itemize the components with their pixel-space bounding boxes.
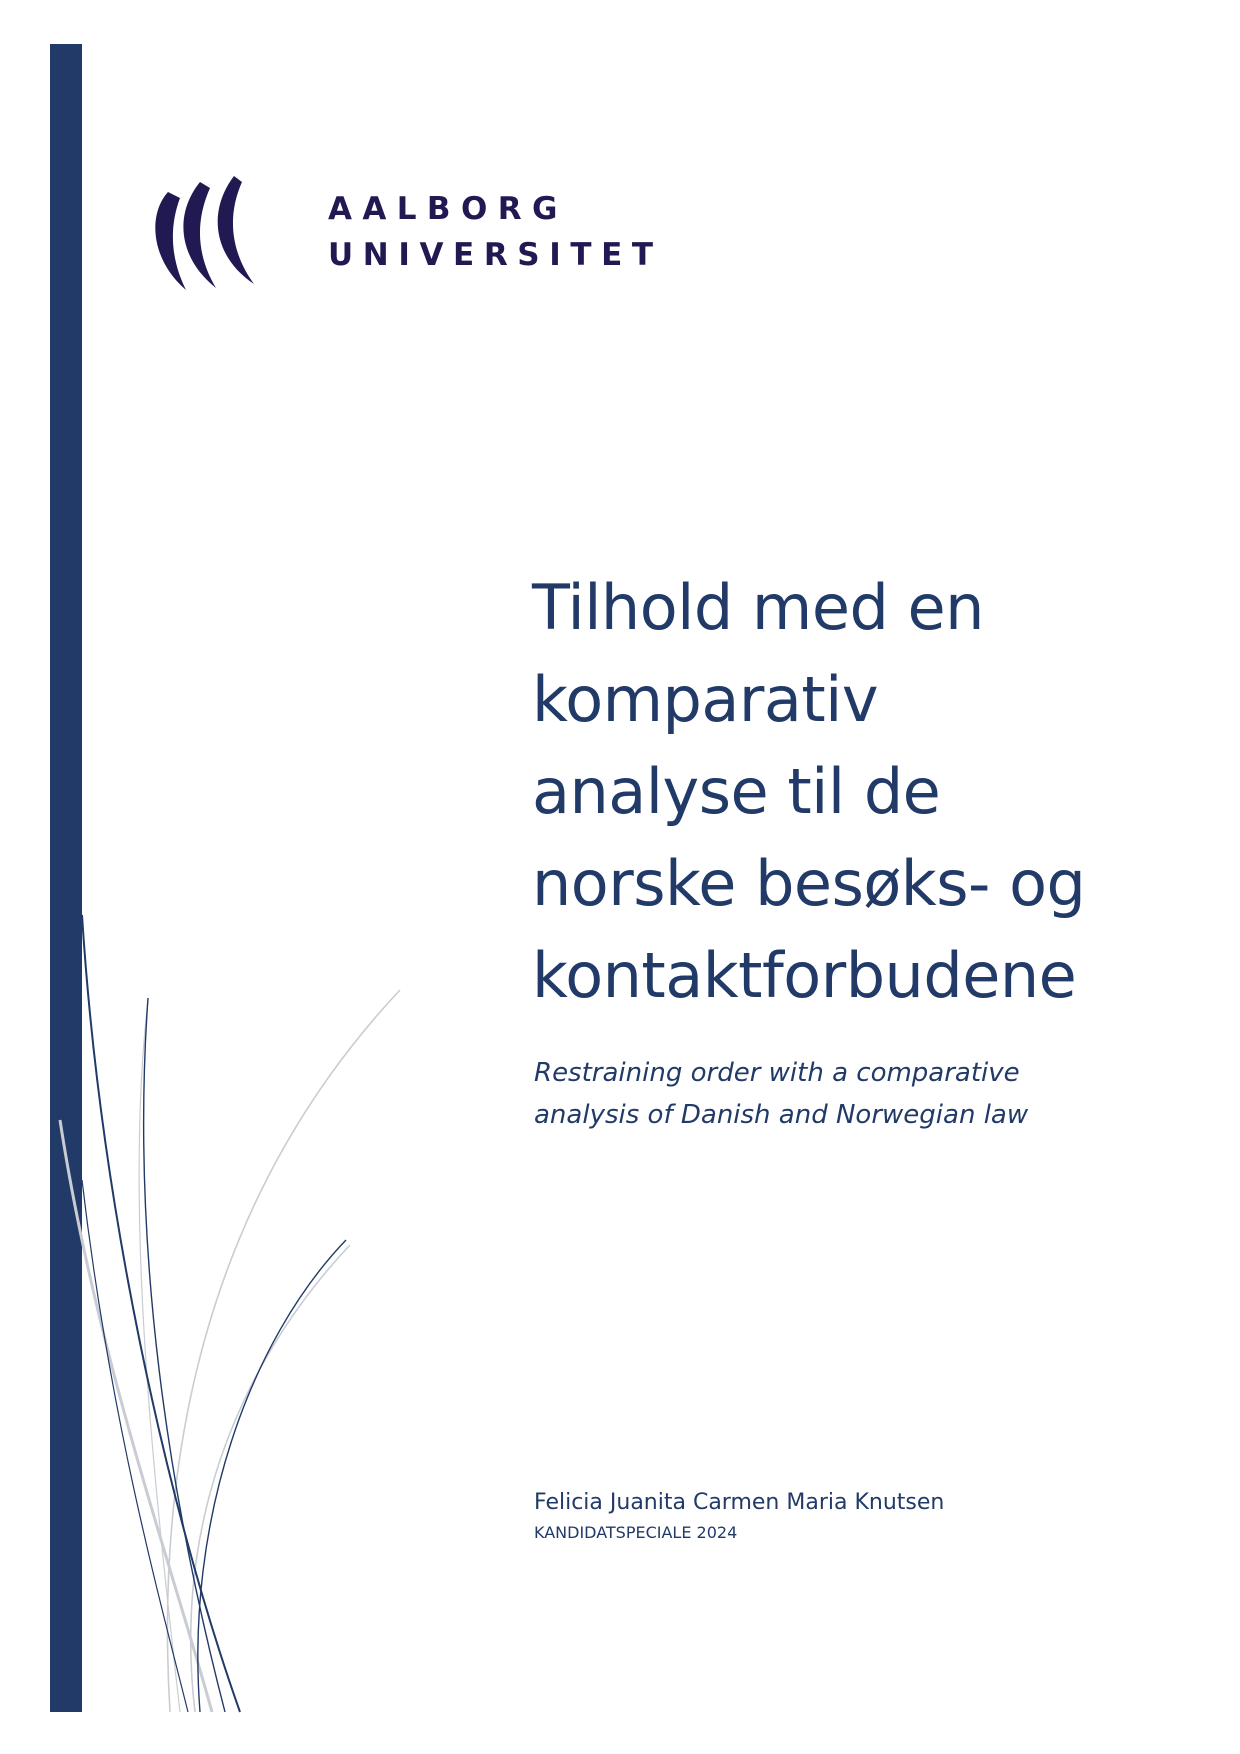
logo-wordmark	[328, 186, 663, 278]
subtitle-line: Restraining order with a comparative	[534, 1058, 1020, 1088]
subtitle-line: analysis of Danish and Norwegian law	[534, 1100, 1029, 1130]
title-line: norske besøks- og	[532, 847, 1086, 920]
author-name: Felicia Juanita Carmen Maria Knutsen	[534, 1490, 945, 1515]
logo-line-2: UNIVERSITET	[328, 237, 663, 273]
document-subtitle	[534, 1052, 1094, 1136]
degree-label: KANDIDATSPECIALE 2024	[534, 1523, 738, 1542]
title-line: analyse til de	[532, 755, 941, 828]
logo-line-1: AALBORG	[328, 191, 568, 227]
document-title	[532, 562, 1172, 1022]
title-line: Tilhold med en	[532, 571, 984, 644]
aau-logo-icon	[146, 174, 258, 292]
title-line: komparativ	[532, 663, 879, 736]
title-line: kontaktforbudene	[532, 939, 1077, 1012]
university-logo	[146, 174, 663, 294]
